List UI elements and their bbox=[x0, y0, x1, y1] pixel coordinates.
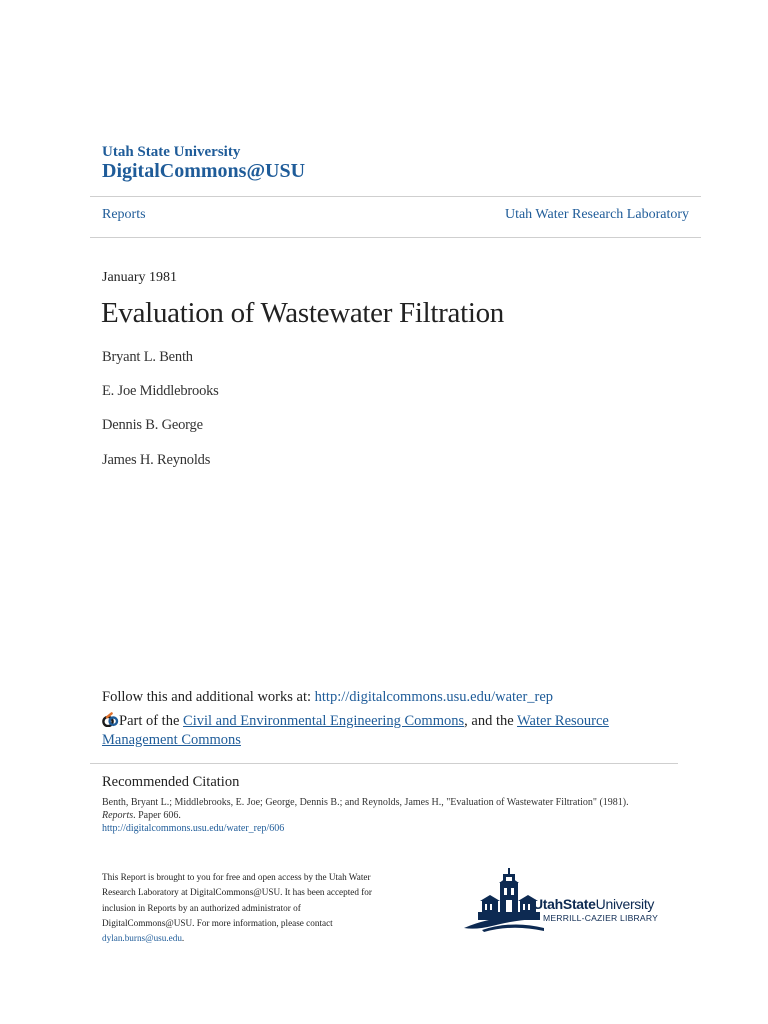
note-line: This Report is brought to you for free and open access by the Utah Water bbox=[102, 872, 371, 882]
author-name: E. Joe Middlebrooks bbox=[102, 383, 219, 399]
collection-url-link[interactable]: http://digitalcommons.usu.edu/water_rep bbox=[314, 689, 554, 705]
author-name: Bryant L. Benth bbox=[102, 349, 193, 365]
institution-name[interactable]: Utah State University bbox=[102, 144, 241, 160]
nav-link-reports[interactable]: Reports bbox=[102, 207, 146, 222]
citation-paper: . Paper 606. bbox=[133, 810, 181, 821]
civil-engineering-commons-link[interactable]: Civil and Environmental Engineering Commons bbox=[183, 713, 465, 729]
availability-note bbox=[102, 870, 387, 946]
nav-link-lab[interactable]: Utah Water Research Laboratory bbox=[504, 207, 689, 222]
water-resource-commons-link[interactable]: Water Resource bbox=[517, 713, 609, 729]
citation-block bbox=[102, 796, 682, 835]
citation-series-line bbox=[102, 809, 682, 822]
water-resource-commons-link-cont[interactable]: Management Commons bbox=[102, 732, 241, 748]
author-name: Dennis B. George bbox=[102, 417, 203, 433]
part-of-prefix: Part of the bbox=[119, 713, 184, 729]
site-name[interactable]: DigitalCommons@USU bbox=[102, 160, 306, 182]
logo-university-name bbox=[533, 896, 654, 912]
note-line: Research Laboratory at DigitalCommons@USU. It has been accepted for bbox=[102, 887, 372, 898]
logo-library-name: MERRILL-CAZIER LIBRARY bbox=[543, 913, 659, 923]
note-line: inclusion in Reports by an authorized administrator of bbox=[102, 902, 301, 913]
citation-divider bbox=[90, 763, 678, 764]
part-of-middle: , and the bbox=[464, 713, 518, 729]
note-period: . bbox=[181, 933, 185, 944]
citation-heading: Recommended Citation bbox=[102, 774, 240, 790]
follow-prefix: Follow this and additional works at: bbox=[102, 689, 315, 705]
follow-line bbox=[102, 689, 553, 706]
citation-text: Benth, Bryant L.; Middlebrooks, E. Joe; George, Dennis B.; and Reynolds, James H., "Evaluation of Wastewater Filtration" (1981). bbox=[102, 797, 629, 808]
citation-series: Reports bbox=[102, 810, 134, 821]
note-line: DigitalCommons@USU. For more information, please contact bbox=[102, 917, 333, 928]
contact-email-link[interactable]: dylan.burns@usu.edu bbox=[102, 933, 182, 944]
document-title: Evaluation of Wastewater Filtration bbox=[101, 297, 504, 329]
header-divider-bottom bbox=[90, 237, 701, 238]
logo-univ-light: University bbox=[595, 896, 655, 912]
note-contact-line bbox=[102, 931, 387, 946]
logo-univ-bold: UtahState bbox=[533, 896, 596, 912]
open-access-icon bbox=[102, 712, 119, 727]
header-divider-top bbox=[90, 196, 701, 197]
part-of-line bbox=[102, 712, 642, 750]
publication-date: January 1981 bbox=[102, 270, 178, 285]
author-name: James H. Reynolds bbox=[102, 452, 211, 468]
citation-url-link[interactable]: http://digitalcommons.usu.edu/water_rep/606 bbox=[102, 823, 285, 834]
